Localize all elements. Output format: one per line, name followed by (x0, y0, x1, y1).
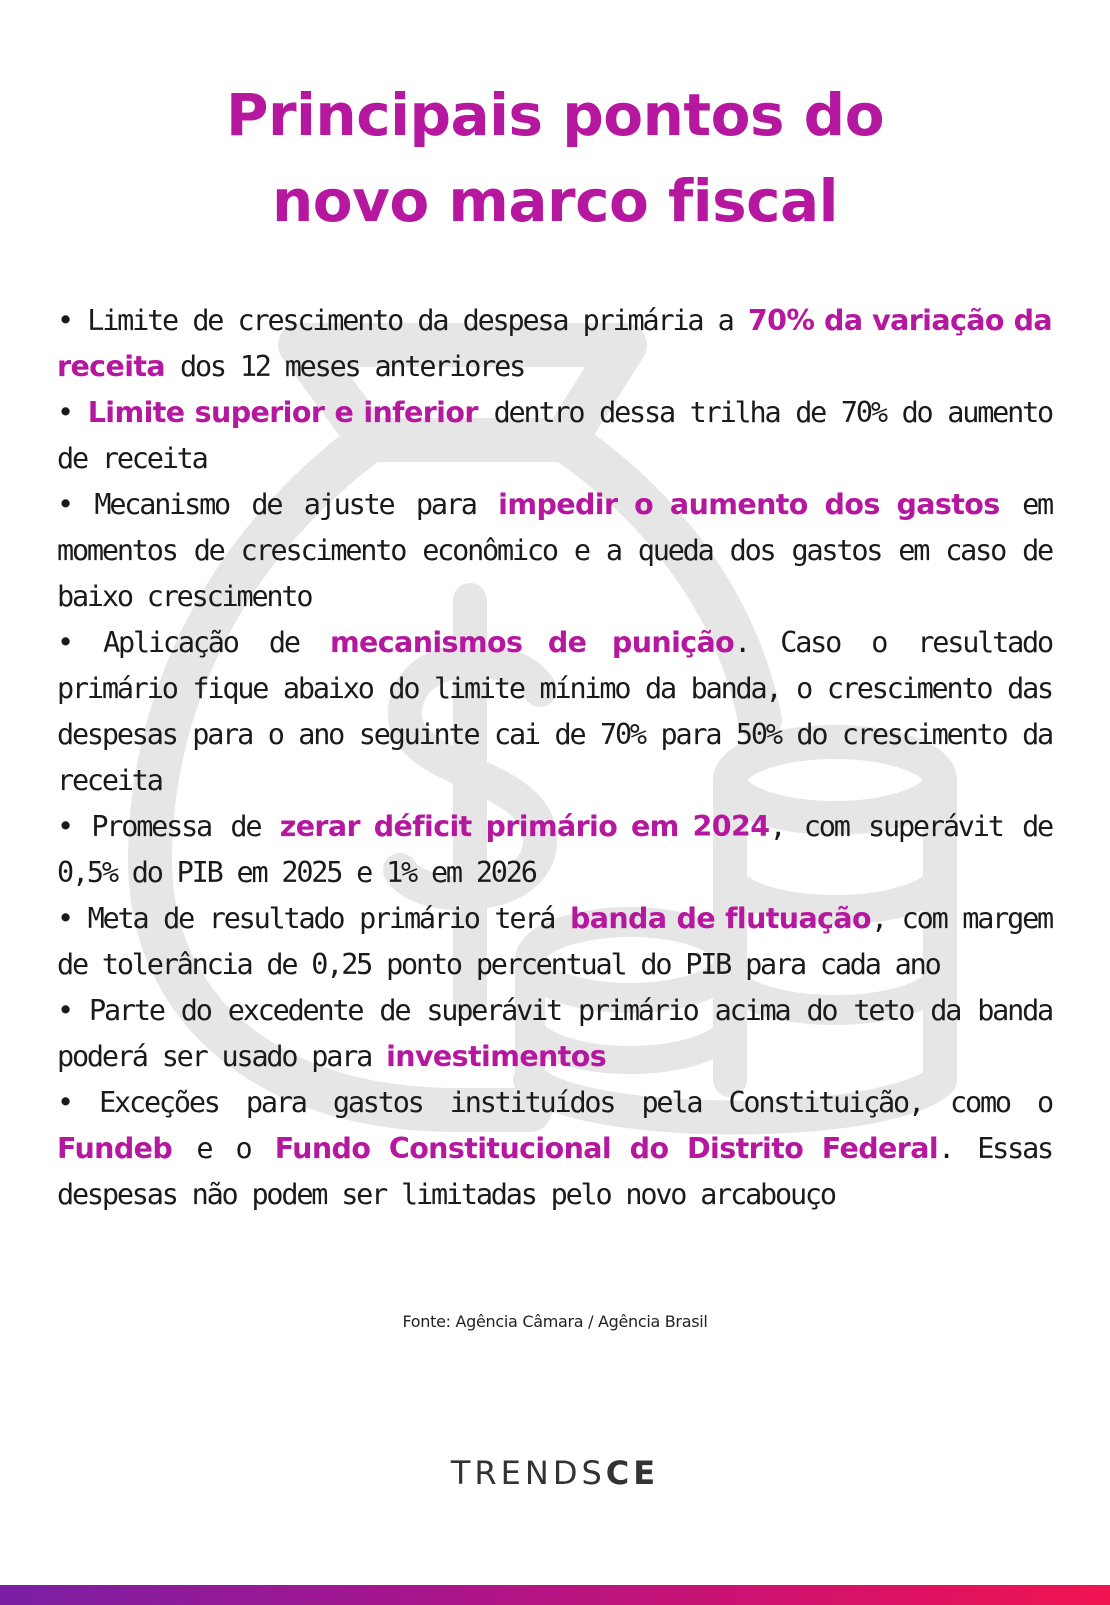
bottom-gradient-bar (0, 1585, 1110, 1605)
highlighted-text: banda de flutuação (569, 902, 872, 935)
highlighted-text: Limite superior e inferior (87, 396, 478, 429)
point-text: . Caso o resultado primário fique abaixo do limite mínimo da banda, o crescimento das despesas para o ano seguinte cai de 70% para 50% do crescimento da receita (57, 626, 1052, 797)
highlighted-text: zerar déficit primário em 2024 (279, 810, 770, 843)
key-points-list (57, 298, 1052, 1218)
point-text: • Mecanismo de ajuste para (57, 488, 499, 521)
page-title-line-1: Principais pontos do (225, 81, 885, 149)
key-point-item (57, 298, 1052, 390)
point-text: • Limite de crescimento da despesa primária a (57, 304, 748, 337)
key-point-item (57, 1080, 1052, 1218)
highlighted-text: investimentos (386, 1040, 607, 1073)
highlighted-text: impedir o aumento dos gastos (498, 488, 1000, 521)
key-point-item (57, 620, 1052, 804)
point-text: dentro dessa trilha de 70% do aumento de receita (57, 396, 1052, 475)
point-text: . Essas despesas não podem ser limitadas pelo novo arcabouço (57, 1132, 1052, 1211)
point-text: • (57, 396, 88, 429)
point-text: • Meta de resultado primário terá (57, 902, 570, 935)
logo-text-bold: CE (605, 1454, 660, 1492)
highlighted-text: mecanismos de punição (329, 626, 735, 659)
point-text: em momentos de crescimento econômico e a queda dos gastos em caso de baixo crescimento (57, 488, 1052, 613)
key-point-item (57, 804, 1052, 896)
point-text: • Parte do excedente de superávit primário acima do teto da banda poderá ser usado para (57, 994, 1052, 1073)
key-point-item (57, 988, 1052, 1080)
point-text: , com superávit de 0,5% do PIB em 2025 e 1% em 2026 (57, 810, 1052, 889)
page-title-line-2: novo marco fiscal (271, 167, 839, 235)
point-text: • Aplicação de (57, 626, 330, 659)
page-title (0, 72, 1110, 244)
highlighted-text: Fundeb (57, 1132, 173, 1165)
source-credit: Fonte: Agência Câmara / Agência Brasil (402, 1312, 708, 1331)
trendsce-logo (0, 1454, 1110, 1492)
highlighted-text: Fundo Constitucional do Distrito Federal (274, 1132, 939, 1165)
point-text: • Promessa de (57, 810, 280, 843)
highlighted-text: 70% da variação da receita (57, 304, 1052, 383)
logo-text-light: TRENDS (450, 1454, 606, 1492)
point-text: • Exceções para gastos instituídos pela Constituição, como o (57, 1086, 1052, 1119)
point-text: e o (172, 1132, 275, 1165)
point-text: , com margem de tolerância de 0,25 ponto percentual do PIB para cada ano (57, 902, 1052, 981)
key-point-item (57, 482, 1052, 620)
key-point-item (57, 390, 1052, 482)
point-text: dos 12 meses anteriores (165, 350, 525, 383)
key-point-item (57, 896, 1052, 988)
